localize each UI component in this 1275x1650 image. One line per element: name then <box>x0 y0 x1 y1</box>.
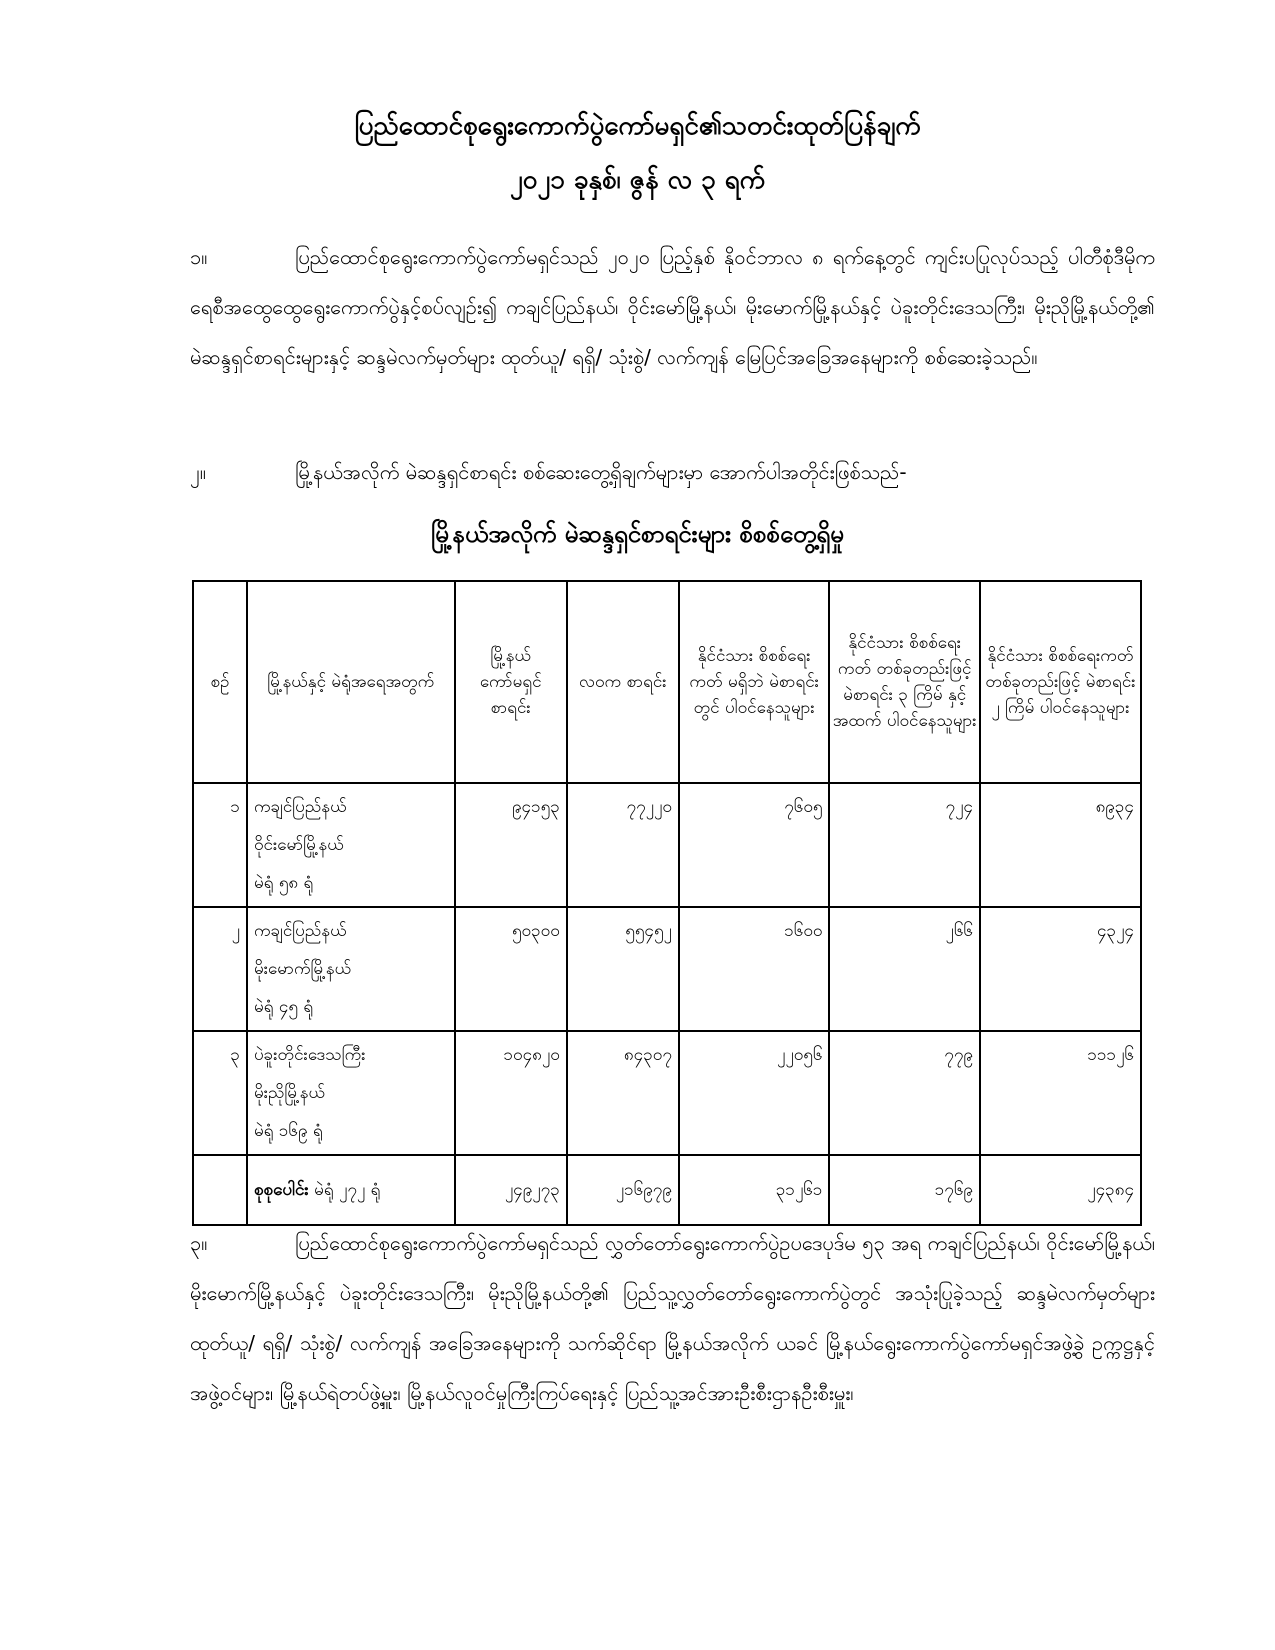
row-serial: ၂ <box>193 907 247 1031</box>
cell-three-times: ၇၇၉ <box>829 1031 980 1155</box>
total-no-card: ၃၁၂၆၁ <box>679 1155 830 1225</box>
row-township <box>247 907 455 1031</box>
cell-no-card: ၇၆၀၅ <box>679 783 830 907</box>
total-commission: ၂၄၉၂၇၃ <box>455 1155 567 1225</box>
total-label: စုစုပေါင်း <box>253 1180 309 1200</box>
voter-list-table <box>192 580 1142 1226</box>
total-three-times: ၁၇၆၉ <box>829 1155 980 1225</box>
table-row <box>193 1031 1141 1155</box>
table-header-row <box>193 581 1141 783</box>
table-row <box>193 783 1141 907</box>
document-title: ပြည်ထောင်စုရွေးကောက်ပွဲကော်မရှင်၏သတင်းထုတ်ပြန်ချက် <box>354 111 921 141</box>
cell-two-times: ၈၉၃၄ <box>980 783 1141 907</box>
total-label-cell <box>247 1155 455 1225</box>
paragraph-number: ၁။ <box>190 245 208 269</box>
table-row <box>193 907 1141 1031</box>
station-count: မဲရုံ ၄၅ ရုံ <box>253 997 314 1017</box>
region-name: ကချင်ပြည်နယ် <box>253 797 347 817</box>
township-name: မိုးမောက်မြို့နယ် <box>253 959 352 979</box>
cell-no-card: ၁၆၀၀ <box>679 907 830 1031</box>
paragraph-text: ပြည်ထောင်စုရွေးကောက်ပွဲကော်မရှင်သည် ၂၀၂၀ ပြည့်နှစ် နိုဝင်ဘာလ ၈ ရက်နေ့တွင် ကျင်းပပြုလုပ်သည့် ပါတီစုံဒီမိုကရေစီအထွေထွေရွေးကောက်ပွဲနှင့်စပ်လျဉ်း၍ ကချင်ပြည်နယ်၊ ဝိုင်းမော်မြို့နယ်၊ မိုးမောက်မြို့နယ်နှင့် ပဲခူးတိုင်းဒေသကြီး၊ မိုးညိုမြို့နယ်တို့၏ မဲဆန္ဒရှင်စာရင်းများနှင့် ဆန္ဒမဲလက်မှတ်များ ထုတ်ယူ/ ရရှိ/ သုံးစွဲ/ လက်ကျန် မြေပြင်အခြေအနေများကို စစ်ဆေးခဲ့သည်။ <box>190 245 1155 369</box>
paragraph-2 <box>190 447 1155 497</box>
paragraph-text: မြို့နယ်အလိုက် မဲဆန္ဒရှင်စာရင်း စစ်ဆေးတွေ့ရှိချက်များမှာ အောက်ပါအတိုင်းဖြစ်သည်- <box>295 460 907 484</box>
cell-immigration: ၇၇၂၂၀ <box>567 783 679 907</box>
station-count: မဲရုံ ၅၈ ရုံ <box>253 873 314 893</box>
header-no-card: နိုင်ငံသား စိစစ်ရေးကတ် မရှိဘဲ မဲစာရင်းတွင် ပါဝင်နေသူများ <box>679 581 830 783</box>
region-name: ကချင်ပြည်နယ် <box>253 921 347 941</box>
paragraph-number: ၂။ <box>190 460 206 484</box>
cell-no-card: ၂၂၀၅၆ <box>679 1031 830 1155</box>
cell-three-times: ၇၂၄ <box>829 783 980 907</box>
total-two-times: ၂၄၃၈၄ <box>980 1155 1141 1225</box>
cell-commission: ၉၄၁၅၃ <box>455 783 567 907</box>
header-commission-list: မြို့နယ် ကော်မရှင် စာရင်း <box>455 581 567 783</box>
table-title: မြို့နယ်အလိုက် မဲဆန္ဒရှင်စာရင်းများ စိစစ်တွေ့ရှိမှု <box>431 520 844 548</box>
row-serial: ၁ <box>193 783 247 907</box>
township-name: ဝိုင်းမော်မြို့နယ် <box>253 835 344 855</box>
region-name: ပဲခူးတိုင်းဒေသကြီး <box>253 1045 366 1065</box>
paragraph-text: ပြည်ထောင်စုရွေးကောက်ပွဲကော်မရှင်သည် လွှတ်တော်ရွေးကောက်ပွဲဥပဒေပုဒ်မ ၅၃ အရ ကချင်ပြည်နယ်၊ ဝိုင်းမော်မြို့နယ်၊ မိုးမောက်မြို့နယ်နှင့် ပဲခူးတိုင်းဒေသကြီး၊ မိုးညိုမြို့နယ်တို့၏ ပြည်သူ့လွှတ်တော်ရွေးကောက်ပွဲတွင် အသုံးပြုခဲ့သည့် ဆန္ဒမဲလက်မှတ်များ ထုတ်ယူ/ ရရှိ/ သုံးစွဲ/ လက်ကျန် အခြေအနေများကို သက်ဆိုင်ရာ မြို့နယ်အလိုက် ယခင် မြို့နယ်ရွေးကောက်ပွဲကော်မရှင်အဖွဲ့ခွဲ ဥက္ကဋ္ဌနှင့် အဖွဲ့ဝင်များ၊ မြို့နယ်ရဲတပ်ဖွဲ့မှူး၊ မြို့နယ်လူဝင်မှုကြီးကြပ်ရေးနှင့် ပြည်သူ့အင်အားဦးစီးဌာနဦးစီးမှူး၊ <box>190 1231 1155 1405</box>
document-date: ၂၀၂၁ ခုနှစ်၊ ဇွန် လ ၃ ရက် <box>509 165 766 195</box>
township-name: မိုးညိုမြို့နယ် <box>253 1083 325 1103</box>
station-count: မဲရုံ ၁၆၉ ရုံ <box>253 1121 323 1141</box>
paragraph-1 <box>190 232 1155 382</box>
cell-two-times: ၁၁၁၂၆ <box>980 1031 1141 1155</box>
header-three-times: နိုင်ငံသား စိစစ်ရေးကတ် တစ်ခုတည်းဖြင့် မဲစာရင်း ၃ ကြိမ် နှင့် အထက် ပါဝင်နေသူများ <box>829 581 980 783</box>
total-serial-empty <box>193 1155 247 1225</box>
cell-immigration: ၈၄၃၀၇ <box>567 1031 679 1155</box>
total-stations: မဲရုံ ၂၇၂ ရုံ <box>314 1180 381 1200</box>
paragraph-number: ၃။ <box>190 1231 208 1255</box>
cell-two-times: ၄၃၂၄ <box>980 907 1141 1031</box>
row-township <box>247 1031 455 1155</box>
header-township: မြို့နယ်နှင့် မဲရုံအရေအတွက် <box>247 581 455 783</box>
table-total-row <box>193 1155 1141 1225</box>
cell-commission: ၁၀၄၈၂၀ <box>455 1031 567 1155</box>
row-serial: ၃ <box>193 1031 247 1155</box>
row-township <box>247 783 455 907</box>
paragraph-3 <box>190 1218 1155 1418</box>
cell-commission: ၅၀၃၀၀ <box>455 907 567 1031</box>
cell-immigration: ၅၅၄၅၂ <box>567 907 679 1031</box>
total-immigration: ၂၁၆၉၇၉ <box>567 1155 679 1225</box>
header-serial: စဉ် <box>193 581 247 783</box>
cell-three-times: ၂၆၆ <box>829 907 980 1031</box>
header-two-times: နိုင်ငံသား စိစစ်ရေးကတ် တစ်ခုတည်းဖြင့် မဲစာရင်း ၂ ကြိမ် ပါဝင်နေသူများ <box>980 581 1141 783</box>
header-immigration-list: လဝက စာရင်း <box>567 581 679 783</box>
